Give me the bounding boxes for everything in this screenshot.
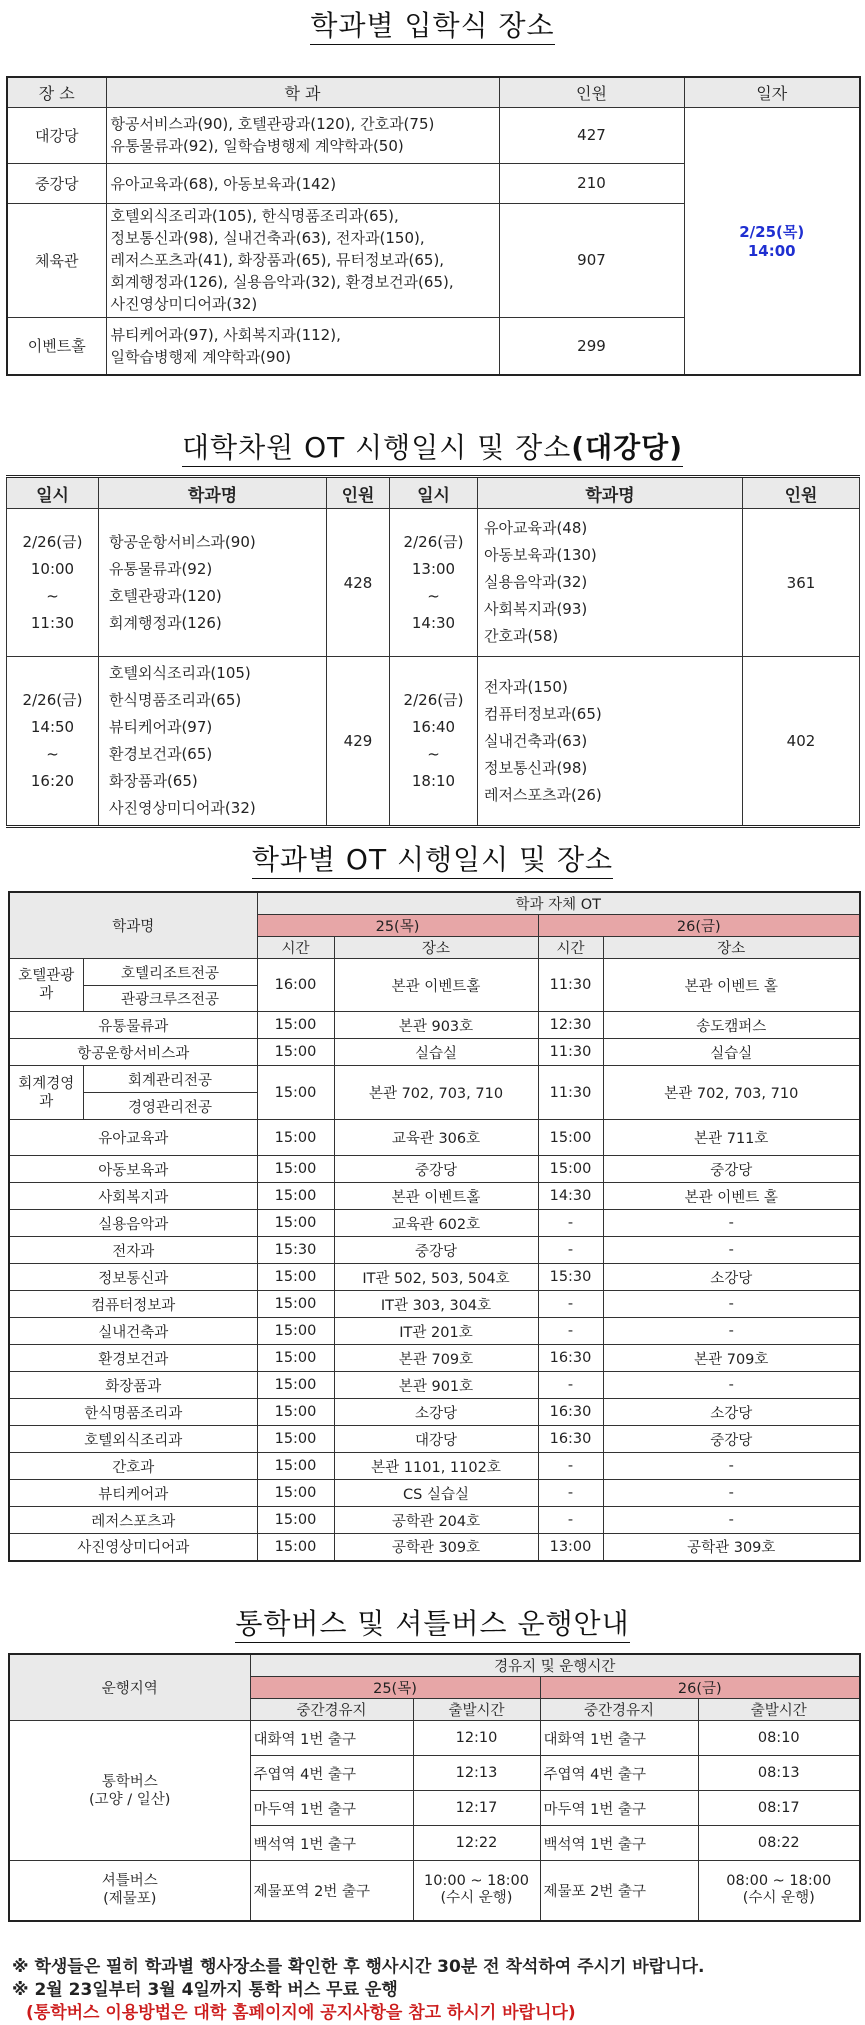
dept-cell: 간호과 — [9, 1453, 257, 1480]
place-cell: IT관 201호 — [334, 1318, 538, 1345]
time-cell: 15:00 — [257, 1534, 334, 1561]
place-cell: 대강당 — [334, 1426, 538, 1453]
section4-title — [0, 1602, 865, 1642]
dept-cell — [99, 509, 327, 657]
dept-cell — [106, 163, 499, 203]
dept-cell — [106, 203, 499, 317]
head-via1: 중간경유지 — [250, 1699, 413, 1721]
time-cell: - — [538, 1291, 603, 1318]
dept-line: 정보통신과(98), 실내건축과(63), 전자과(150), — [110, 229, 425, 247]
sub-dept-cell: 경영관리전공 — [83, 1093, 257, 1120]
dept-cell: 환경보건과 — [9, 1345, 257, 1372]
dept-line: 실용음악과(32) — [484, 573, 588, 591]
when-line: ~ — [46, 745, 59, 763]
section2-title-bold: (대강당) — [571, 431, 684, 464]
place-cell: 중강당 — [603, 1156, 860, 1183]
dept-line: 정보통신과(98) — [484, 758, 588, 777]
time-cell: 15:00 — [538, 1156, 603, 1183]
dept-cell — [478, 509, 743, 657]
dept-line: 호텔외식조리과(105), 한식명품조리과(65), — [110, 207, 399, 225]
depart-cell: 08:13 — [698, 1756, 860, 1791]
section2-title-text — [182, 431, 683, 467]
time-cell: 15:00 — [257, 1480, 334, 1507]
place-cell: 대강당 — [7, 107, 106, 163]
place-cell: - — [603, 1210, 860, 1237]
dept-line: 컴퓨터정보과(65) — [484, 704, 602, 723]
head-group: 경유지 및 운행시간 — [250, 1654, 860, 1677]
head-dept: 학과명 — [9, 892, 257, 959]
dept-line: 호텔관광과(120) — [109, 586, 222, 605]
dept-line: 간호과(58) — [484, 627, 559, 645]
sub-dept-cell: 회계관리전공 — [83, 1066, 257, 1093]
dept-line: 화장품과(65) — [109, 772, 198, 790]
table-row — [9, 1012, 860, 1039]
section2-title-plain: 대학차원 OT 시행일시 및 장소 — [181, 431, 572, 464]
table-row — [9, 1039, 860, 1066]
area-line: (제물포) — [103, 1891, 157, 1908]
count-cell: 402 — [743, 657, 860, 827]
depart-cell — [413, 1861, 540, 1921]
place-cell: 본관 이벤트 홀 — [603, 959, 860, 1012]
depart-line: (수시 운행) — [440, 1890, 513, 1907]
time-cell: - — [538, 1237, 603, 1264]
dept-cell — [99, 657, 327, 827]
section4-title-text: 통학버스 및 셔틀버스 운행안내 — [235, 1607, 629, 1643]
when-cell — [390, 509, 478, 657]
time-cell: 15:00 — [257, 1453, 334, 1480]
time-cell: - — [538, 1453, 603, 1480]
table-row — [9, 1156, 860, 1183]
time-cell: 11:30 — [538, 959, 603, 1012]
via-cell: 마두역 1번 출구 — [250, 1791, 413, 1826]
head-day2: 26(금) — [538, 915, 860, 937]
dept-line: 아동보육과(130) — [484, 546, 597, 564]
time-cell: 15:00 — [257, 1210, 334, 1237]
depart-cell: 08:17 — [698, 1791, 860, 1826]
via-cell: 백석역 1번 출구 — [540, 1826, 698, 1861]
dept-line: 일학습병행제 계약학과(90) — [110, 347, 291, 366]
place-cell: 중강당 — [334, 1237, 538, 1264]
place-cell: 본관 이벤트홀 — [334, 1183, 538, 1210]
depart-line: 08:00 ~ 18:00 — [726, 1873, 832, 1890]
place-cell: 교육관 306호 — [334, 1120, 538, 1156]
place-cell: 공학관 309호 — [334, 1534, 538, 1561]
place-cell: 본관 903호 — [334, 1012, 538, 1039]
place-cell: 본관 702, 703, 710 — [334, 1066, 538, 1120]
count-cell: 907 — [499, 203, 684, 317]
table-row — [9, 1399, 860, 1426]
university-ot-table — [6, 475, 860, 828]
when-cell — [7, 509, 99, 657]
via-cell: 주엽역 4번 출구 — [250, 1756, 413, 1791]
time-cell: 13:00 — [538, 1534, 603, 1561]
head-time2: 시간 — [538, 937, 603, 959]
dept-cell: 레저스포츠과 — [9, 1507, 257, 1534]
table-row — [9, 1453, 860, 1480]
table-row — [9, 1210, 860, 1237]
dept-cell: 정보통신과 — [9, 1264, 257, 1291]
time-cell: 16:30 — [538, 1426, 603, 1453]
table-row — [7, 107, 860, 163]
bus-schedule-table — [8, 1653, 861, 1922]
time-cell: - — [538, 1318, 603, 1345]
head-day1: 25(목) — [250, 1677, 540, 1699]
when-line: ~ — [427, 745, 440, 763]
table-row — [9, 1066, 860, 1093]
table-row — [9, 1264, 860, 1291]
head-place2: 장소 — [603, 937, 860, 959]
when-line: 14:30 — [411, 613, 456, 632]
dept-line: 유통물류과(92), 일학습병행제 계약학과(50) — [110, 137, 404, 155]
time-cell: 15:00 — [257, 1318, 334, 1345]
depart-line: (수시 운행) — [742, 1890, 815, 1907]
when-line: 2/26(금) — [22, 532, 83, 551]
col-dept: 학 과 — [106, 77, 499, 107]
when-line: 14:50 — [30, 718, 75, 736]
section3-title-text: 학과별 OT 시행일시 및 장소 — [252, 843, 613, 879]
place-cell: 본관 709호 — [603, 1345, 860, 1372]
time-cell: 16:00 — [257, 959, 334, 1012]
count-cell: 361 — [743, 509, 860, 657]
time-cell: 15:00 — [257, 1507, 334, 1534]
time-cell: 15:00 — [257, 1372, 334, 1399]
depart-cell: 12:17 — [413, 1791, 540, 1826]
dept-line: 레저스포츠과(26) — [484, 785, 602, 804]
place-cell: 소강당 — [603, 1399, 860, 1426]
notes — [12, 1956, 857, 2025]
area-line: 통학버스 — [101, 1773, 158, 1790]
time-cell: 15:00 — [538, 1120, 603, 1156]
when-line: 13:00 — [411, 559, 456, 578]
place-cell: - — [603, 1480, 860, 1507]
via-cell: 제물포역 2번 출구 — [250, 1861, 413, 1921]
head-depart2: 출발시간 — [698, 1699, 860, 1721]
head-area: 운행지역 — [9, 1654, 250, 1721]
place-cell: 중강당 — [334, 1156, 538, 1183]
dept-line: 한식명품조리과(65) — [109, 691, 242, 709]
time-cell: 15:00 — [257, 1399, 334, 1426]
via-cell: 주엽역 4번 출구 — [540, 1756, 698, 1791]
time-cell: 16:30 — [538, 1345, 603, 1372]
head-via2: 중간경유지 — [540, 1699, 698, 1721]
head-place1: 장소 — [334, 937, 538, 959]
dept-cell: 한식명품조리과 — [9, 1399, 257, 1426]
dept-line: 회계행정과(126) — [109, 613, 222, 632]
area-cell — [9, 1861, 250, 1921]
table-row — [9, 1120, 860, 1156]
place-cell: 본관 709호 — [334, 1345, 538, 1372]
time-cell: 15:00 — [257, 1183, 334, 1210]
dept-cell: 전자과 — [9, 1237, 257, 1264]
place-cell: 체육관 — [7, 203, 106, 317]
dept-line: 항공운항서비스과(90) — [109, 532, 256, 551]
table-row — [9, 959, 860, 986]
dept-cell — [106, 107, 499, 163]
section1-title-text: 학과별 입학식 장소 — [310, 9, 554, 45]
head-depart1: 출발시간 — [413, 1699, 540, 1721]
place-cell: 실습실 — [334, 1039, 538, 1066]
dept-line: 사진영상미디어과(32) — [110, 295, 258, 313]
dept-cell: 실내건축과 — [9, 1318, 257, 1345]
place-cell: - — [603, 1453, 860, 1480]
place-cell: 송도캠퍼스 — [603, 1012, 860, 1039]
dept-line: 뷰티케어과(97), 사회복지과(112), — [110, 325, 341, 344]
time-cell: 15:00 — [257, 1012, 334, 1039]
table-row — [9, 1507, 860, 1534]
place-cell: 중강당 — [603, 1426, 860, 1453]
place-cell: 본관 이벤트 홀 — [603, 1183, 860, 1210]
dept-cell: 항공운항서비스과 — [9, 1039, 257, 1066]
dept-line: 유통물류과(92) — [109, 559, 213, 578]
time-cell: 12:30 — [538, 1012, 603, 1039]
entrance-ceremony-table — [6, 76, 861, 376]
place-cell: 본관 702, 703, 710 — [603, 1066, 860, 1120]
table-row — [9, 1372, 860, 1399]
time-cell: 15:00 — [257, 1345, 334, 1372]
date-cell — [684, 107, 860, 375]
depart-line: 10:00 ~ 18:00 — [424, 1873, 529, 1890]
table-row — [9, 1291, 860, 1318]
group-cell: 회계경영과 — [9, 1066, 83, 1120]
note-line-3: (통학버스 이용방법은 대학 홈페이지에 공지사항을 참고 하시기 바랍니다) — [26, 2003, 576, 2023]
via-cell: 대화역 1번 출구 — [540, 1721, 698, 1756]
via-cell: 제물포 2번 출구 — [540, 1861, 698, 1921]
table-row — [9, 1345, 860, 1372]
col-date: 일자 — [684, 77, 860, 107]
place-cell: 본관 901호 — [334, 1372, 538, 1399]
time-cell: 15:00 — [257, 1066, 334, 1120]
dept-line: 실내건축과(63) — [484, 731, 588, 750]
place-cell: - — [603, 1507, 860, 1534]
time-cell: 14:30 — [538, 1183, 603, 1210]
table-row — [9, 1480, 860, 1507]
place-cell: - — [603, 1372, 860, 1399]
dept-line: 사진영상미디어과(32) — [109, 799, 256, 817]
time-cell: - — [538, 1480, 603, 1507]
place-cell: 소강당 — [603, 1264, 860, 1291]
table-row — [9, 1861, 860, 1921]
dept-cell: 실용음악과 — [9, 1210, 257, 1237]
when-line: 10:00 — [30, 559, 75, 578]
place-cell: IT관 502, 503, 504호 — [334, 1264, 538, 1291]
table-row — [9, 1721, 860, 1756]
depart-cell: 08:10 — [698, 1721, 860, 1756]
count-cell: 210 — [499, 163, 684, 203]
time-cell: 15:00 — [257, 1426, 334, 1453]
dept-line: 회계행정과(126), 실용음악과(32), 환경보건과(65), — [110, 273, 454, 291]
table-row — [9, 1237, 860, 1264]
when-line: 2/26(금) — [22, 691, 83, 709]
time-cell: - — [538, 1210, 603, 1237]
dept-line: 유아교육과(48) — [484, 519, 588, 537]
col-count2: 인원 — [743, 477, 860, 509]
count-cell: 427 — [499, 107, 684, 163]
depart-cell — [698, 1861, 860, 1921]
dept-cell: 유통물류과 — [9, 1012, 257, 1039]
place-cell: 이벤트홀 — [7, 317, 106, 375]
dept-cell — [478, 657, 743, 827]
place-cell: 본관 711호 — [603, 1120, 860, 1156]
dept-cell: 아동보육과 — [9, 1156, 257, 1183]
dept-cell: 사회복지과 — [9, 1183, 257, 1210]
ceremony-date: 2/25(목) — [739, 223, 805, 242]
dept-cell: 뷰티케어과 — [9, 1480, 257, 1507]
note-line-2: ※ 2월 23일부터 3월 4일까지 통학 버스 무료 운행 — [12, 1980, 398, 2000]
head-time1: 시간 — [257, 937, 334, 959]
col-count1: 인원 — [327, 477, 390, 509]
table-row — [9, 1426, 860, 1453]
dept-cell: 화장품과 — [9, 1372, 257, 1399]
department-ot-table — [8, 891, 861, 1562]
when-cell — [390, 657, 478, 827]
time-cell: 15:00 — [257, 1039, 334, 1066]
col-when2: 일시 — [390, 477, 478, 509]
depart-cell: 12:13 — [413, 1756, 540, 1791]
sub-dept-cell: 관광크루즈전공 — [83, 986, 257, 1012]
note-line-1: ※ 학생들은 필히 학과별 행사장소를 확인한 후 행사시간 30분 전 착석하여 주시기 바랍니다. — [12, 1957, 705, 1977]
place-cell: 공학관 204호 — [334, 1507, 538, 1534]
place-cell: 교육관 602호 — [334, 1210, 538, 1237]
ceremony-time: 14:00 — [747, 242, 796, 261]
when-line: ~ — [46, 586, 59, 605]
depart-cell: 08:22 — [698, 1826, 860, 1861]
time-cell: 11:30 — [538, 1066, 603, 1120]
col-dept1: 학과명 — [99, 477, 327, 509]
place-cell: 중강당 — [7, 163, 106, 203]
col-dept2: 학과명 — [478, 477, 743, 509]
col-count: 인원 — [499, 77, 684, 107]
time-cell: 15:30 — [538, 1264, 603, 1291]
dept-line: 유아교육과(68), 아동보육과(142) — [110, 174, 337, 193]
when-line: 2/26(금) — [403, 691, 464, 709]
place-cell: - — [603, 1318, 860, 1345]
when-line: 18:10 — [411, 772, 456, 790]
table-row — [9, 1534, 860, 1561]
time-cell: - — [538, 1372, 603, 1399]
dept-cell: 유아교육과 — [9, 1120, 257, 1156]
via-cell: 백석역 1번 출구 — [250, 1826, 413, 1861]
dept-cell: 사진영상미디어과 — [9, 1534, 257, 1561]
place-cell: 본관 이벤트홀 — [334, 959, 538, 1012]
place-cell: - — [603, 1237, 860, 1264]
table-row — [9, 1318, 860, 1345]
when-line: 16:40 — [411, 718, 456, 736]
place-cell: - — [603, 1291, 860, 1318]
time-cell: 16:30 — [538, 1399, 603, 1426]
time-cell: 15:00 — [257, 1291, 334, 1318]
count-cell: 428 — [327, 509, 390, 657]
place-cell: IT관 303, 304호 — [334, 1291, 538, 1318]
dept-cell — [106, 317, 499, 375]
section1-title — [0, 4, 865, 44]
table-row — [7, 509, 860, 657]
area-cell — [9, 1721, 250, 1861]
dept-line: 항공서비스과(90), 호텔관광과(120), 간호과(75) — [110, 115, 435, 133]
time-cell: 15:00 — [257, 1156, 334, 1183]
time-cell: 15:30 — [257, 1237, 334, 1264]
place-cell: CS 실습실 — [334, 1480, 538, 1507]
time-cell: 15:00 — [257, 1120, 334, 1156]
group-cell: 호텔관광과 — [9, 959, 83, 1012]
dept-cell: 호텔외식조리과 — [9, 1426, 257, 1453]
head-day2: 26(금) — [540, 1677, 860, 1699]
table-row — [9, 1183, 860, 1210]
dept-cell: 컴퓨터정보과 — [9, 1291, 257, 1318]
dept-line: 뷰티케어과(97) — [109, 718, 213, 736]
dept-line: 환경보건과(65) — [109, 745, 213, 763]
when-line: 2/26(금) — [403, 532, 464, 551]
col-when1: 일시 — [7, 477, 99, 509]
depart-cell: 12:22 — [413, 1826, 540, 1861]
dept-line: 사회복지과(93) — [484, 600, 588, 618]
dept-line: 레저스포츠과(41), 화장품과(65), 뮤터정보과(65), — [110, 251, 445, 269]
when-cell — [7, 657, 99, 827]
area-line: 셔틀버스 — [101, 1873, 158, 1890]
section3-title — [0, 838, 865, 878]
head-group: 학과 자체 OT — [257, 892, 860, 915]
dept-line: 전자과(150) — [484, 677, 568, 696]
time-cell: 15:00 — [257, 1264, 334, 1291]
count-cell: 429 — [327, 657, 390, 827]
place-cell: 공학관 309호 — [603, 1534, 860, 1561]
area-line: (고양 / 일산) — [89, 1791, 171, 1808]
place-cell: 실습실 — [603, 1039, 860, 1066]
via-cell: 대화역 1번 출구 — [250, 1721, 413, 1756]
table-row — [7, 657, 860, 827]
time-cell: 11:30 — [538, 1039, 603, 1066]
place-cell: 소강당 — [334, 1399, 538, 1426]
count-cell: 299 — [499, 317, 684, 375]
time-cell: - — [538, 1507, 603, 1534]
when-line: 11:30 — [30, 613, 75, 632]
when-line: 16:20 — [30, 772, 75, 790]
sub-dept-cell: 호텔리조트전공 — [83, 959, 257, 986]
depart-cell: 12:10 — [413, 1721, 540, 1756]
when-line: ~ — [427, 586, 440, 605]
col-place: 장 소 — [7, 77, 106, 107]
dept-line: 호텔외식조리과(105) — [109, 664, 251, 682]
via-cell: 마두역 1번 출구 — [540, 1791, 698, 1826]
head-day1: 25(목) — [257, 915, 538, 937]
place-cell: 본관 1101, 1102호 — [334, 1453, 538, 1480]
section2-title — [0, 426, 865, 466]
